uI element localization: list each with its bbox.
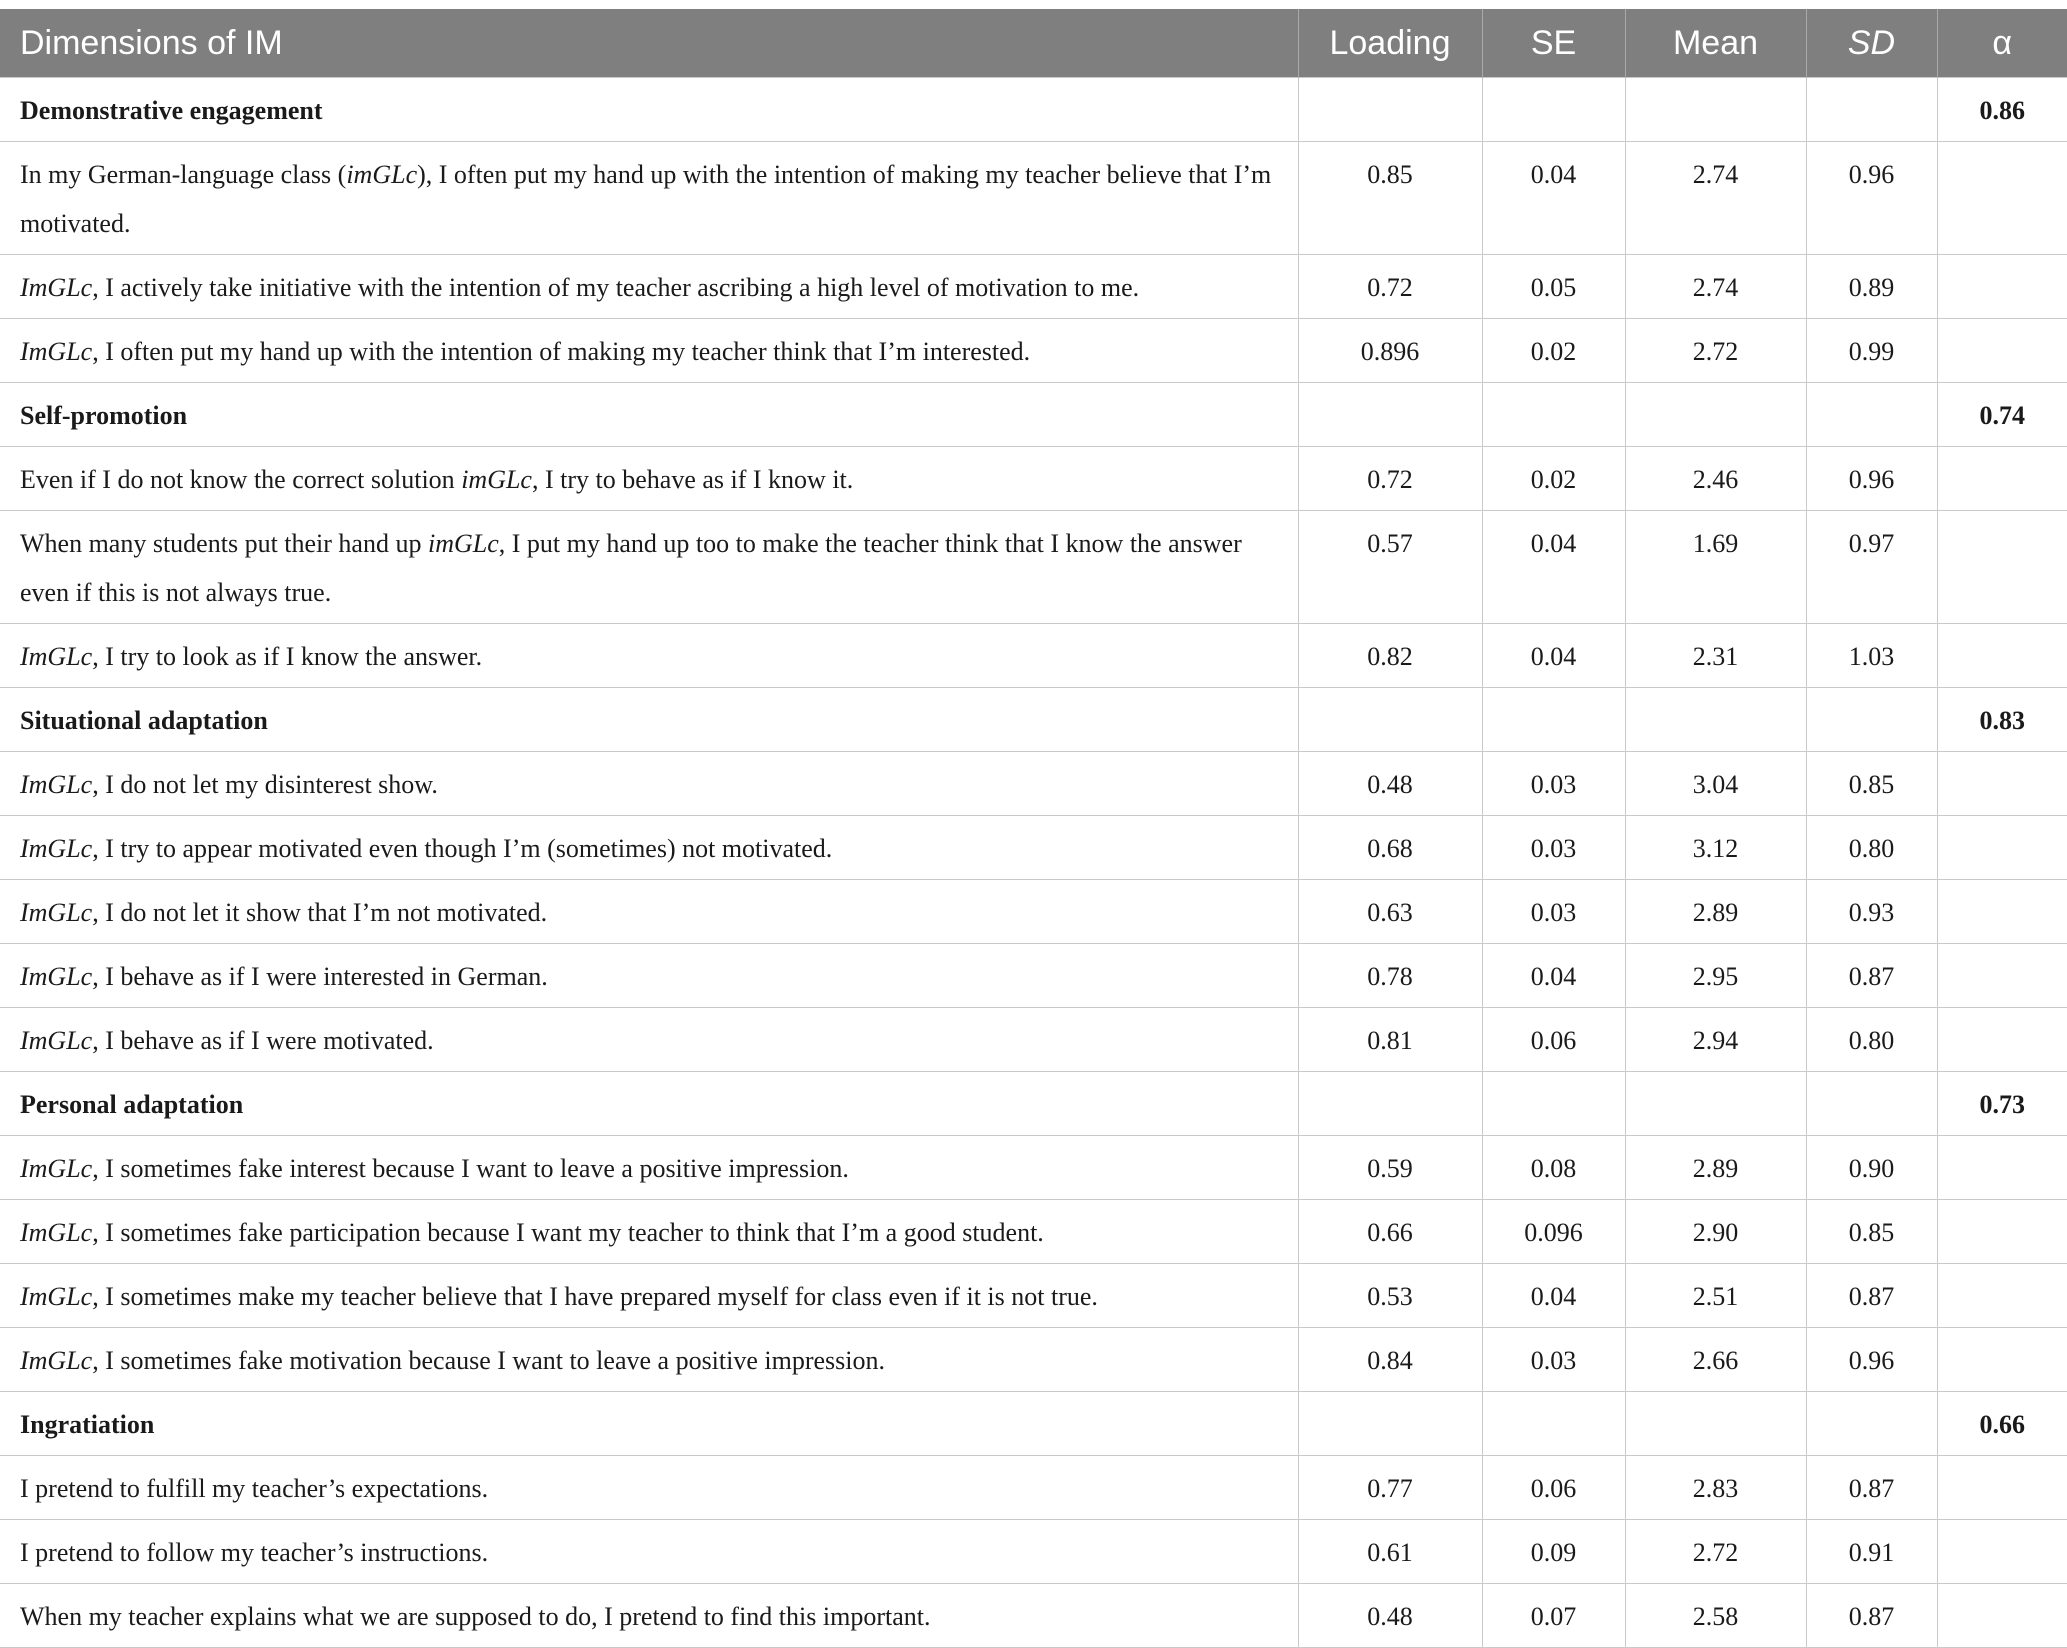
section-row (0, 688, 2067, 752)
cell-mean: 1.69 (1625, 511, 1806, 624)
item-text-em: imGLc (461, 465, 532, 494)
cell-mean: 2.46 (1625, 447, 1806, 511)
item-text-pre: I pretend to fulfill my teacher’s expectations. (20, 1474, 489, 1503)
item-text-em: ImGLc (20, 273, 93, 302)
cell-se: 0.04 (1482, 142, 1625, 255)
table-row (0, 624, 2067, 688)
table-row (0, 1456, 2067, 1520)
cell-loading: 0.48 (1298, 1584, 1482, 1648)
table-row (0, 816, 2067, 880)
section-label: Personal adaptation (0, 1072, 1298, 1136)
cell-mean: 2.51 (1625, 1264, 1806, 1328)
cell-alpha (1937, 1520, 2067, 1584)
item-text-post: , I do not let it show that I’m not motivated. (92, 898, 548, 927)
item-text (0, 447, 1298, 511)
item-text-post: , I put my hand up too to make the teacher think that I know the answer even if this is not always true. (20, 529, 1242, 607)
cell-se (1482, 1072, 1625, 1136)
cell-loading (1298, 78, 1482, 142)
cell-loading (1298, 1392, 1482, 1456)
table-row (0, 1520, 2067, 1584)
cell-se (1482, 1392, 1625, 1456)
cell-sd: 0.85 (1806, 1200, 1937, 1264)
cell-mean: 2.72 (1625, 319, 1806, 383)
cell-alpha (1937, 511, 2067, 624)
item-text (0, 255, 1298, 319)
item-text-pre: When my teacher explains what we are supposed to do, I pretend to find this important. (20, 1602, 931, 1631)
item-text-post: , I try to behave as if I know it. (531, 465, 854, 494)
cell-sd: 1.03 (1806, 624, 1937, 688)
cell-alpha (1937, 1328, 2067, 1392)
cell-loading: 0.85 (1298, 142, 1482, 255)
table-row (0, 1136, 2067, 1200)
cell-alpha: 0.73 (1937, 1072, 2067, 1136)
cell-sd: 0.89 (1806, 255, 1937, 319)
item-text-post: , I sometimes fake interest because I want to leave a positive impression. (92, 1154, 849, 1183)
item-text (0, 1264, 1298, 1328)
cell-sd: 0.99 (1806, 319, 1937, 383)
cell-loading: 0.81 (1298, 1008, 1482, 1072)
cell-se: 0.07 (1482, 1584, 1625, 1648)
header-se: SE (1482, 9, 1625, 78)
cell-sd (1806, 1072, 1937, 1136)
item-text-em: ImGLc (20, 1218, 93, 1247)
cell-se: 0.02 (1482, 319, 1625, 383)
cell-mean: 3.12 (1625, 816, 1806, 880)
table-row (0, 1328, 2067, 1392)
cell-se: 0.02 (1482, 447, 1625, 511)
item-text-em: ImGLc (20, 642, 93, 671)
cell-sd: 0.93 (1806, 880, 1937, 944)
cell-sd: 0.80 (1806, 816, 1937, 880)
cell-sd: 0.96 (1806, 447, 1937, 511)
cell-alpha (1937, 255, 2067, 319)
cell-loading: 0.59 (1298, 1136, 1482, 1200)
item-text (0, 816, 1298, 880)
item-text-em: ImGLc (20, 337, 93, 366)
cell-sd: 0.85 (1806, 752, 1937, 816)
cell-mean: 2.95 (1625, 944, 1806, 1008)
item-text-post: , I sometimes make my teacher believe that I have prepared myself for class even if it is not true. (92, 1282, 1098, 1311)
cell-alpha (1937, 1584, 2067, 1648)
item-text (0, 1584, 1298, 1648)
cell-loading: 0.72 (1298, 255, 1482, 319)
item-text-em: imGLc (346, 160, 418, 189)
cell-sd: 0.87 (1806, 1584, 1937, 1648)
cell-mean (1625, 1392, 1806, 1456)
item-text (0, 880, 1298, 944)
section-row (0, 78, 2067, 142)
cell-loading: 0.68 (1298, 816, 1482, 880)
cell-mean: 2.89 (1625, 880, 1806, 944)
item-text (0, 624, 1298, 688)
header-dimensions: Dimensions of IM (0, 9, 1298, 78)
cell-loading (1298, 688, 1482, 752)
item-text-post: , I often put my hand up with the intention of making my teacher think that I’m interested. (92, 337, 1031, 366)
cell-alpha (1937, 752, 2067, 816)
cell-sd (1806, 78, 1937, 142)
cell-sd: 0.87 (1806, 1456, 1937, 1520)
cell-se: 0.06 (1482, 1008, 1625, 1072)
cell-alpha (1937, 319, 2067, 383)
cell-mean (1625, 383, 1806, 447)
cell-alpha (1937, 1200, 2067, 1264)
item-text-em: imGLc (427, 529, 499, 558)
item-text-post: , I sometimes fake participation because I want my teacher to think that I’m a good student. (92, 1218, 1044, 1247)
table-row (0, 142, 2067, 255)
cell-sd: 0.90 (1806, 1136, 1937, 1200)
header-loading: Loading (1298, 9, 1482, 78)
header-alpha: α (1937, 9, 2067, 78)
item-text-post: , I behave as if I were motivated. (92, 1026, 434, 1055)
table-header (0, 9, 2067, 78)
item-text-em: ImGLc (20, 1154, 93, 1183)
cell-alpha (1937, 1264, 2067, 1328)
item-text-post: ), I often put my hand up with the intention of making my teacher believe that I’m motivated. (20, 160, 1272, 238)
table-row (0, 319, 2067, 383)
im-dimensions-table (0, 9, 2067, 1648)
item-text (0, 1136, 1298, 1200)
item-text-em: ImGLc (20, 770, 93, 799)
cell-alpha (1937, 142, 2067, 255)
item-text-post: , I try to look as if I know the answer. (92, 642, 483, 671)
section-label: Self-promotion (0, 383, 1298, 447)
cell-alpha: 0.86 (1937, 78, 2067, 142)
cell-se: 0.03 (1482, 816, 1625, 880)
cell-loading: 0.63 (1298, 880, 1482, 944)
cell-sd: 0.97 (1806, 511, 1937, 624)
cell-alpha (1937, 1136, 2067, 1200)
item-text-pre: In my German-language class ( (20, 160, 347, 189)
cell-se: 0.06 (1482, 1456, 1625, 1520)
item-text (0, 752, 1298, 816)
cell-mean: 2.66 (1625, 1328, 1806, 1392)
table-row (0, 880, 2067, 944)
cell-loading (1298, 383, 1482, 447)
cell-se: 0.096 (1482, 1200, 1625, 1264)
header-row (0, 9, 2067, 78)
cell-alpha (1937, 624, 2067, 688)
cell-alpha (1937, 1456, 2067, 1520)
item-text-em: ImGLc (20, 1026, 93, 1055)
table-row (0, 1200, 2067, 1264)
item-text-em: ImGLc (20, 898, 93, 927)
cell-se: 0.04 (1482, 1264, 1625, 1328)
item-text (0, 319, 1298, 383)
cell-loading: 0.57 (1298, 511, 1482, 624)
cell-alpha (1937, 816, 2067, 880)
item-text (0, 944, 1298, 1008)
cell-mean: 2.58 (1625, 1584, 1806, 1648)
table-row (0, 447, 2067, 511)
table-row (0, 511, 2067, 624)
cell-sd (1806, 1392, 1937, 1456)
item-text (0, 1008, 1298, 1072)
table-row (0, 944, 2067, 1008)
cell-loading: 0.53 (1298, 1264, 1482, 1328)
table-row (0, 1264, 2067, 1328)
table-row (0, 752, 2067, 816)
header-mean: Mean (1625, 9, 1806, 78)
item-text (0, 1200, 1298, 1264)
cell-sd: 0.87 (1806, 1264, 1937, 1328)
cell-mean: 3.04 (1625, 752, 1806, 816)
cell-mean: 2.74 (1625, 255, 1806, 319)
section-label: Demonstrative engagement (0, 78, 1298, 142)
cell-se: 0.04 (1482, 511, 1625, 624)
item-text-em: ImGLc (20, 834, 93, 863)
cell-alpha (1937, 1008, 2067, 1072)
cell-loading (1298, 1072, 1482, 1136)
cell-sd: 0.96 (1806, 142, 1937, 255)
cell-mean (1625, 1072, 1806, 1136)
cell-sd: 0.87 (1806, 944, 1937, 1008)
item-text (0, 1328, 1298, 1392)
table-row (0, 255, 2067, 319)
cell-loading: 0.84 (1298, 1328, 1482, 1392)
cell-mean: 2.74 (1625, 142, 1806, 255)
item-text-pre: I pretend to follow my teacher’s instructions. (20, 1538, 489, 1567)
item-text (0, 1456, 1298, 1520)
section-row (0, 1392, 2067, 1456)
item-text-post: , I behave as if I were interested in German. (92, 962, 548, 991)
cell-se (1482, 688, 1625, 752)
section-label: Ingratiation (0, 1392, 1298, 1456)
item-text (0, 1520, 1298, 1584)
cell-alpha: 0.83 (1937, 688, 2067, 752)
cell-sd: 0.96 (1806, 1328, 1937, 1392)
cell-mean (1625, 78, 1806, 142)
cell-sd (1806, 688, 1937, 752)
cell-alpha (1937, 447, 2067, 511)
section-label: Situational adaptation (0, 688, 1298, 752)
item-text-em: ImGLc (20, 1282, 93, 1311)
cell-mean: 2.90 (1625, 1200, 1806, 1264)
item-text-post: , I do not let my disinterest show. (92, 770, 438, 799)
cell-loading: 0.82 (1298, 624, 1482, 688)
item-text-pre: Even if I do not know the correct solution (20, 465, 462, 494)
cell-se: 0.05 (1482, 255, 1625, 319)
cell-se: 0.03 (1482, 1328, 1625, 1392)
item-text-pre: When many students put their hand up (20, 529, 428, 558)
item-text-post: , I try to appear motivated even though I’m (sometimes) not motivated. (92, 834, 833, 863)
cell-se: 0.04 (1482, 944, 1625, 1008)
cell-mean: 2.89 (1625, 1136, 1806, 1200)
section-row (0, 1072, 2067, 1136)
table-body (0, 78, 2067, 1648)
cell-alpha: 0.74 (1937, 383, 2067, 447)
item-text-post: , I actively take initiative with the intention of my teacher ascribing a high level of motivation to me. (92, 273, 1140, 302)
cell-mean: 2.94 (1625, 1008, 1806, 1072)
header-sd: SD (1806, 9, 1937, 78)
cell-se (1482, 78, 1625, 142)
cell-loading: 0.61 (1298, 1520, 1482, 1584)
item-text-post: , I sometimes fake motivation because I want to leave a positive impression. (92, 1346, 886, 1375)
cell-loading: 0.77 (1298, 1456, 1482, 1520)
cell-sd (1806, 383, 1937, 447)
cell-se: 0.08 (1482, 1136, 1625, 1200)
cell-alpha (1937, 880, 2067, 944)
cell-mean: 2.31 (1625, 624, 1806, 688)
table-row (0, 1008, 2067, 1072)
table-row (0, 1584, 2067, 1648)
section-row (0, 383, 2067, 447)
cell-se: 0.04 (1482, 624, 1625, 688)
cell-sd: 0.91 (1806, 1520, 1937, 1584)
cell-loading: 0.78 (1298, 944, 1482, 1008)
cell-se (1482, 383, 1625, 447)
item-text (0, 142, 1298, 255)
cell-alpha (1937, 944, 2067, 1008)
item-text (0, 511, 1298, 624)
cell-loading: 0.896 (1298, 319, 1482, 383)
cell-loading: 0.48 (1298, 752, 1482, 816)
cell-se: 0.03 (1482, 880, 1625, 944)
cell-mean (1625, 688, 1806, 752)
item-text-em: ImGLc (20, 1346, 93, 1375)
cell-alpha: 0.66 (1937, 1392, 2067, 1456)
cell-se: 0.03 (1482, 752, 1625, 816)
cell-loading: 0.72 (1298, 447, 1482, 511)
cell-mean: 2.72 (1625, 1520, 1806, 1584)
cell-loading: 0.66 (1298, 1200, 1482, 1264)
cell-mean: 2.83 (1625, 1456, 1806, 1520)
cell-se: 0.09 (1482, 1520, 1625, 1584)
item-text-em: ImGLc (20, 962, 93, 991)
cell-sd: 0.80 (1806, 1008, 1937, 1072)
